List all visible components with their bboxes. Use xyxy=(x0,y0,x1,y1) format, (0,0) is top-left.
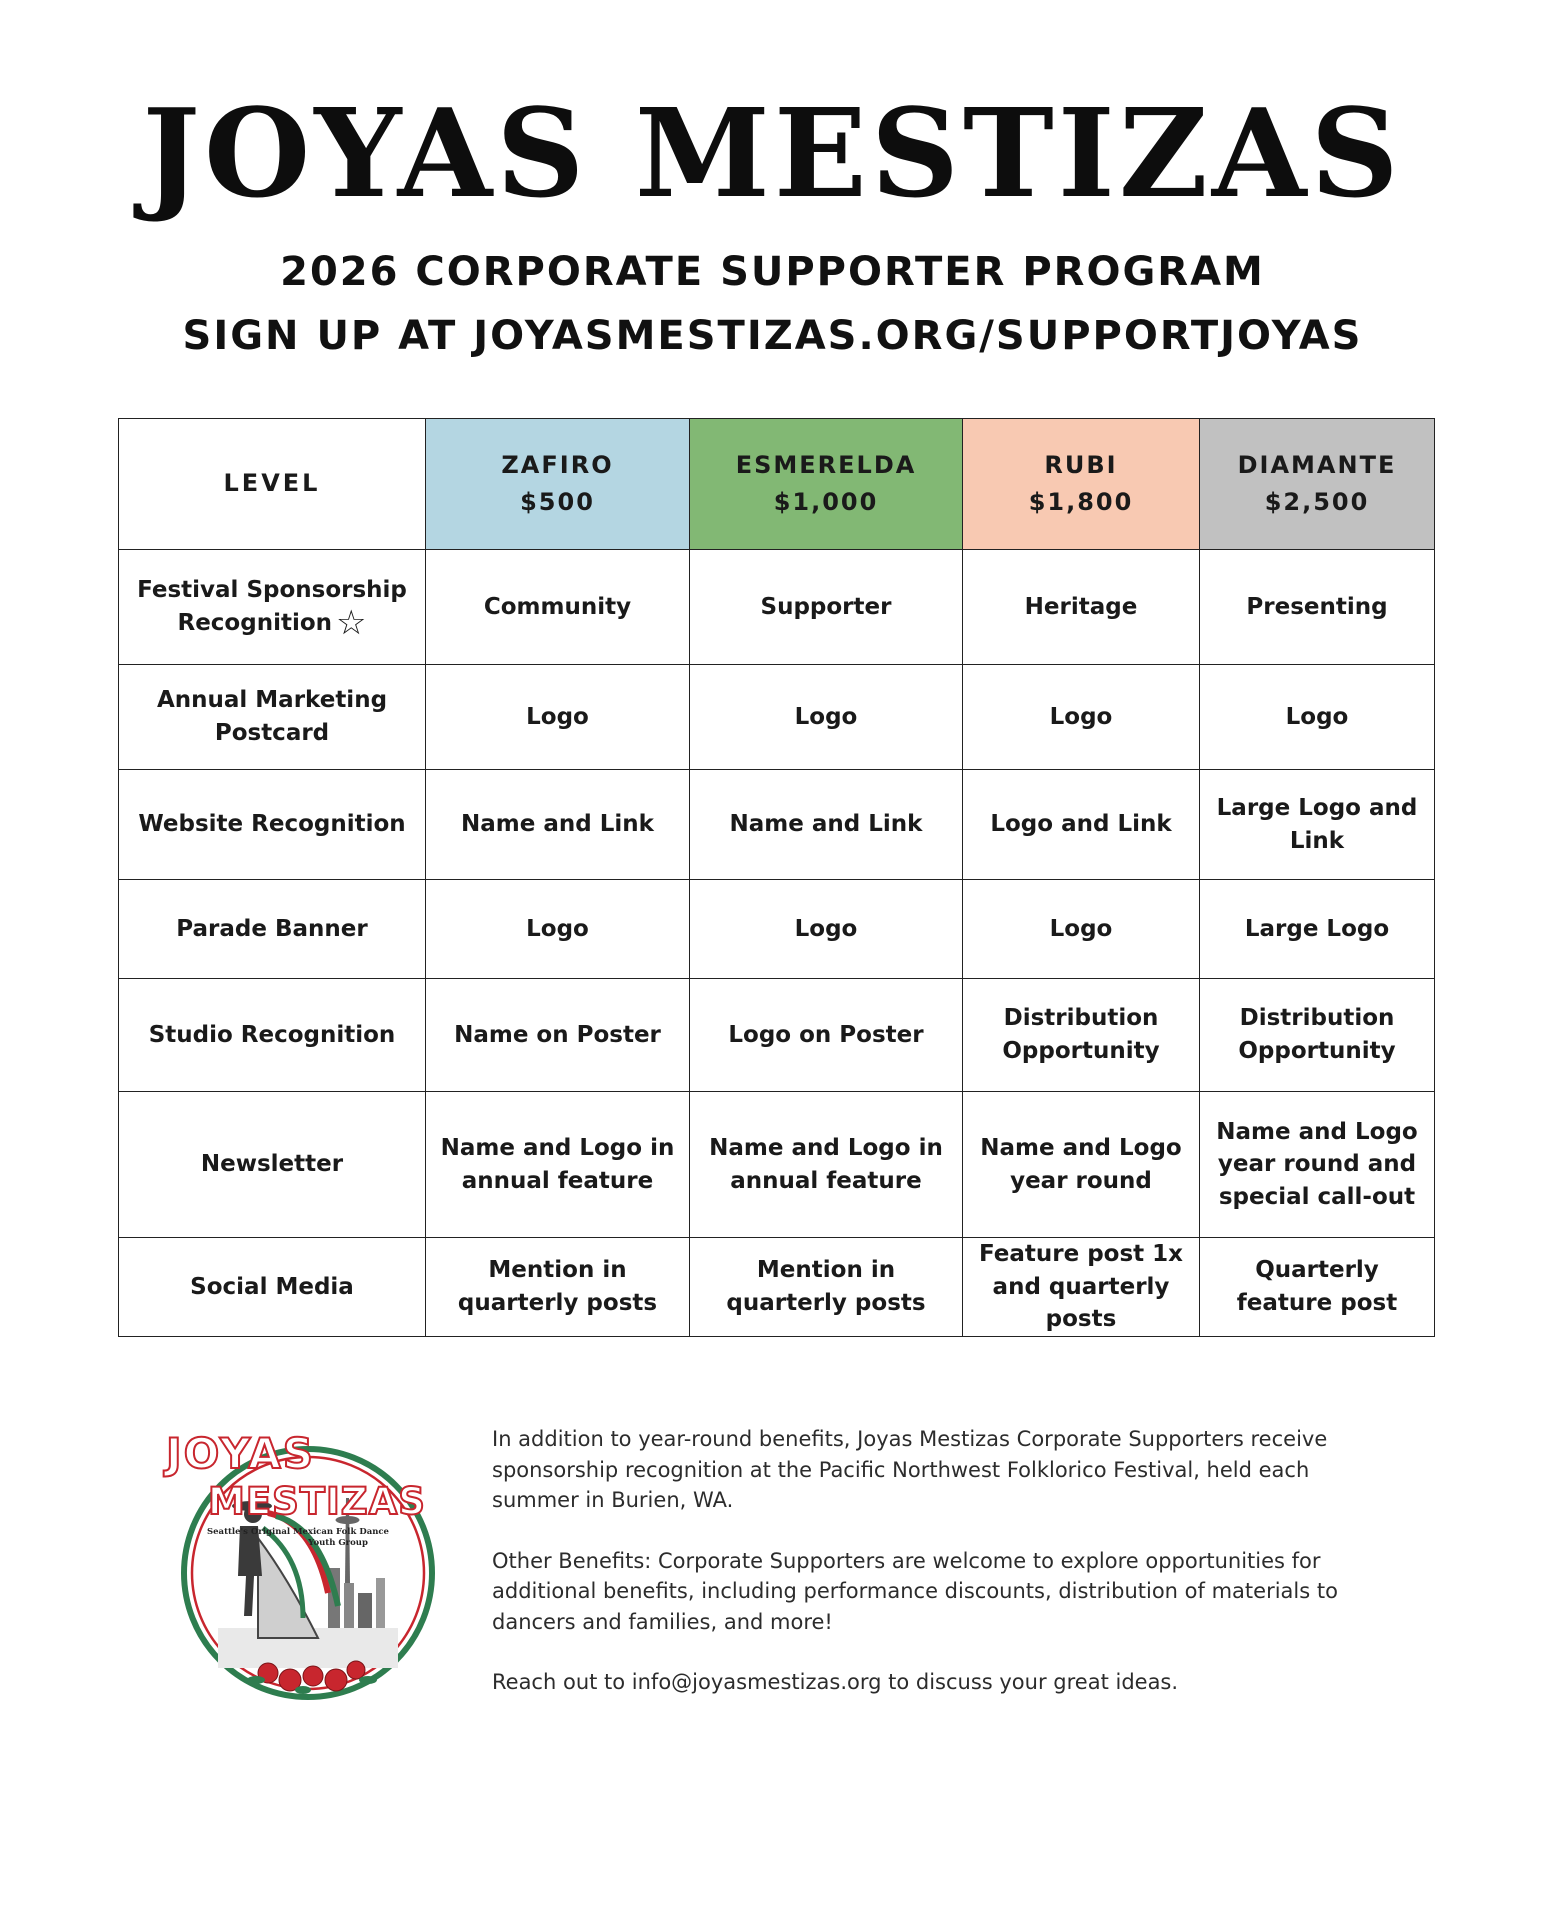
tier-name: DIAMANTE xyxy=(1237,450,1397,479)
table-row xyxy=(119,770,1435,880)
star-icon: ☆ xyxy=(336,603,367,643)
table-cell: Presenting xyxy=(1200,550,1435,665)
level-header: LEVEL xyxy=(119,419,426,550)
table-cell: Logo xyxy=(426,665,690,770)
table-cell: Large Logo xyxy=(1200,880,1435,979)
row-label-parade-banner: Parade Banner xyxy=(119,880,426,979)
row-label-marketing-postcard: Annual Marketing Postcard xyxy=(119,665,426,770)
table-cell: Logo xyxy=(1200,665,1435,770)
program-subtitle: 2026 CORPORATE SUPPORTER PROGRAM xyxy=(280,249,1265,295)
signup-url-line: SIGN UP AT JOYASMESTIZAS.ORG/SUPPORTJOYAS xyxy=(182,313,1363,359)
table-cell: Name and Logo in annual feature xyxy=(690,1092,963,1238)
table-cell: Mention in quarterly posts xyxy=(426,1238,690,1337)
table-cell: Name and Link xyxy=(426,770,690,880)
table-row xyxy=(119,880,1435,979)
logo-tagline-1: Seattle's Original Mexican Folk Dance xyxy=(207,1527,389,1537)
tier-name: ESMERELDA xyxy=(735,450,917,479)
table-cell: Logo on Poster xyxy=(690,979,963,1092)
table-row xyxy=(119,1092,1435,1238)
table-cell: Feature post 1x and quarterly posts xyxy=(963,1238,1200,1337)
benefits-info xyxy=(492,1424,1392,1728)
row-label-newsletter: Newsletter xyxy=(119,1092,426,1238)
table-cell: Name and Link xyxy=(690,770,963,880)
table-cell: Name and Logo year round xyxy=(963,1092,1200,1238)
tier-price: $1,000 xyxy=(773,488,879,516)
table-cell: Logo xyxy=(690,665,963,770)
tier-price: $500 xyxy=(520,488,595,516)
tier-header-rubi xyxy=(963,419,1200,550)
page-title: JOYAS MESTIZAS xyxy=(142,81,1403,225)
table-cell: Name on Poster xyxy=(426,979,690,1092)
table-cell: Logo xyxy=(690,880,963,979)
row-label-studio-recognition: Studio Recognition xyxy=(119,979,426,1092)
table-row xyxy=(119,1238,1435,1337)
table-cell: Quarterly feature post xyxy=(1200,1238,1435,1337)
tier-header-diamante xyxy=(1200,419,1435,550)
tier-table xyxy=(118,418,1435,1337)
info-paragraph-other-benefits: Other Benefits: Corporate Supporters are welcome to explore opportunities for additional benefits, including performance discounts, distribution of materials to dancers and families, and more! xyxy=(492,1548,1338,1634)
tier-header-row xyxy=(119,419,1435,550)
table-cell: Large Logo and Link xyxy=(1200,770,1435,880)
row-label-website-recognition: Website Recognition xyxy=(119,770,426,880)
table-row xyxy=(119,665,1435,770)
table-cell: Distribution Opportunity xyxy=(1200,979,1435,1092)
info-paragraph-festival: In addition to year-round benefits, Joyas Mestizas Corporate Supporters receive sponsorship recognition at the Pacific Northwest Folklorico Festival, held each summer in Burien, WA. xyxy=(492,1427,1328,1512)
table-cell: Name and Logo in annual feature xyxy=(426,1092,690,1238)
tier-header-esmerelda xyxy=(690,419,963,550)
table-row xyxy=(119,550,1435,665)
table-cell: Logo xyxy=(963,665,1200,770)
table-cell: Community xyxy=(426,550,690,665)
table-row xyxy=(119,979,1435,1092)
tier-name: RUBI xyxy=(1044,450,1118,479)
tier-header-zafiro xyxy=(426,419,690,550)
logo-tagline-2: Youth Group xyxy=(308,1538,368,1548)
table-cell: Heritage xyxy=(963,550,1200,665)
info-paragraph-contact: Reach out to info@joyasmestizas.org to discuss your great ideas. xyxy=(492,1670,1179,1694)
table-cell: Logo and Link xyxy=(963,770,1200,880)
logo-word-joyas: JOYAS xyxy=(166,1429,315,1478)
table-cell: Mention in quarterly posts xyxy=(690,1238,963,1337)
tier-name: ZAFIRO xyxy=(501,450,614,479)
row-label-festival-sponsorship: Festival Sponsorship Recognition ☆ xyxy=(119,550,426,665)
tier-price: $2,500 xyxy=(1264,488,1370,516)
table-cell: Name and Logo year round and special call-out xyxy=(1200,1092,1435,1238)
table-cell: Logo xyxy=(426,880,690,979)
table-cell: Logo xyxy=(963,880,1200,979)
tier-price: $1,800 xyxy=(1028,488,1134,516)
table-cell: Supporter xyxy=(690,550,963,665)
logo-word-mestizas: MESTIZAS xyxy=(208,1480,426,1523)
table-cell: Distribution Opportunity xyxy=(963,979,1200,1092)
logo-emblem xyxy=(148,1418,448,1708)
row-label-social-media: Social Media xyxy=(119,1238,426,1337)
joyas-mestizas-logo xyxy=(148,1418,448,1708)
